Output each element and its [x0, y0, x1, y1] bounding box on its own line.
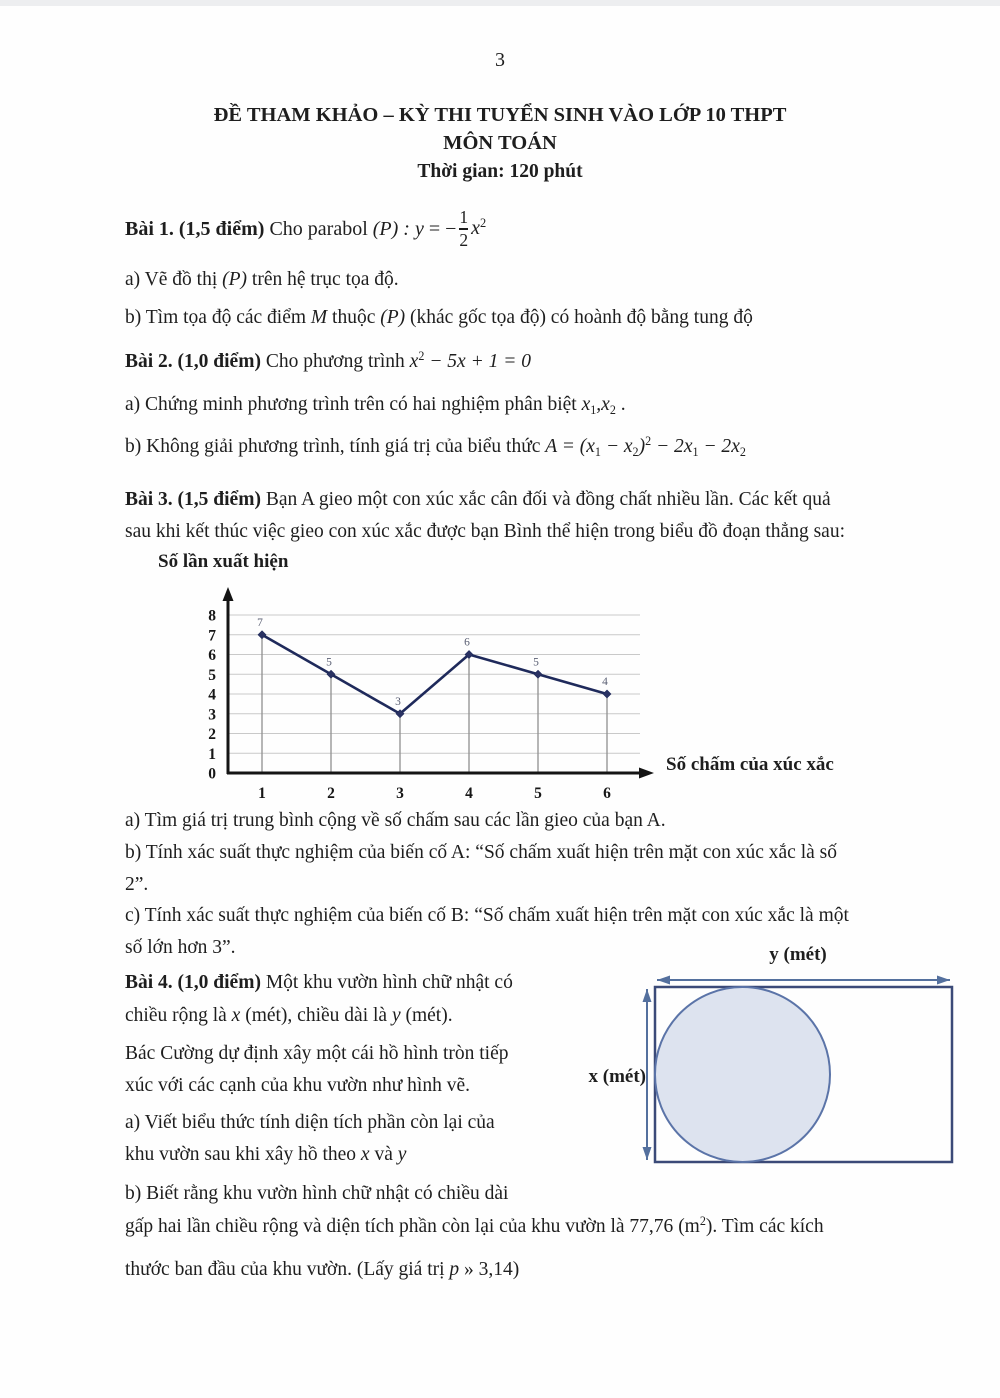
chart-droplines — [262, 635, 607, 773]
bai4-item-b-line2: gấp hai lần chiều rộng và diện tích phần còn lại của khu vườn là 77,76 $(m^2)$. Tìm các kích — [125, 1214, 824, 1237]
svg-text:5: 5 — [326, 656, 332, 669]
svg-text:4: 4 — [208, 686, 216, 704]
chart-axes — [223, 587, 655, 779]
bai3-item-c-line2: số lớn hơn 3”. — [125, 937, 236, 958]
svg-text:4: 4 — [602, 676, 608, 688]
width-arrow — [657, 976, 950, 985]
svg-text:5: 5 — [534, 785, 542, 802]
fraction-one-half — [459, 206, 469, 250]
bai4-heading-line2: chiều rộng là x (mét), chiều dài là y (mét). — [125, 1005, 453, 1026]
bai4-item-a-line2: khu vườn sau khi xây hồ theo x và y — [125, 1144, 407, 1165]
svg-text:6: 6 — [603, 785, 611, 802]
diagram-top-label: y (mét) — [769, 944, 827, 965]
svg-text:3: 3 — [208, 706, 216, 724]
exam-duration: Thời gian: 120 phút — [417, 161, 583, 182]
page-number: 3 — [495, 49, 505, 71]
exam-title: ĐỀ THAM KHẢO – KỲ THI TUYỂN SINH VÀO LỚP 10 THPT — [213, 104, 787, 126]
exam-subject: MÔN TOÁN — [443, 132, 557, 154]
bai4-heading-line1: Bài 4. (1,0 điểm) Một khu vườn hình chữ nhật có — [125, 972, 513, 993]
bai4-item-a-line1: a) Viết biểu thức tính diện tích phần còn lại của — [125, 1112, 495, 1133]
svg-text:1: 1 — [258, 785, 266, 802]
bai3-item-a: a) Tìm giá trị trung bình cộng về số chấm sau các lần gieo của bạn A. — [125, 810, 666, 831]
bai3-heading-line2: sau khi kết thúc việc gieo con xúc xắc được bạn Bình thể hiện trong biểu đồ đoạn thẳng sau: — [125, 521, 845, 542]
fraction-numerator: 1 — [459, 206, 469, 227]
svg-text:5: 5 — [208, 666, 216, 684]
page-edge — [0, 0, 1000, 6]
bai1-heading — [125, 203, 486, 255]
svg-text:0: 0 — [208, 765, 216, 783]
svg-text:5: 5 — [533, 656, 539, 669]
svg-text:3: 3 — [395, 695, 401, 708]
fraction-denominator: 2 — [459, 229, 469, 250]
svg-text:2: 2 — [327, 785, 335, 802]
bai4-item-b-line1: b) Biết rằng khu vườn hình chữ nhật có chiều dài — [125, 1183, 509, 1204]
svg-text:4: 4 — [465, 785, 473, 802]
chart-y-axis-title: Số lần xuất hiện — [158, 551, 289, 572]
svg-text:7: 7 — [208, 627, 216, 645]
svg-text:1: 1 — [208, 745, 216, 763]
bai3-item-b-line1: b) Tính xác suất thực nghiệm của biến cố A: “Số chấm xuất hiện trên mặt con xúc xắc là số — [125, 842, 837, 863]
pond-circle — [655, 987, 830, 1162]
bai1-heading-text: Bài 1. (1,5 điểm) Cho parabol (P) : y = − — [125, 218, 457, 240]
bai1-heading-formula-tail: $x^2$ — [471, 216, 487, 239]
bai3-item-b-line2: 2”. — [125, 874, 149, 895]
svg-text:8: 8 — [208, 607, 216, 625]
chart-x-axis-title: Số chấm của xúc xắc — [666, 754, 834, 775]
svg-text:7: 7 — [257, 616, 263, 629]
bai1-item-b: b) Tìm tọa độ các điểm M thuộc (P) (khác gốc tọa độ) có hoành độ bằng tung độ — [125, 307, 753, 328]
bai4-item-b-line3: thước ban đầu của khu vườn. (Lấy giá trị p » 3,14) — [125, 1259, 520, 1280]
bai2-item-a: a) Chứng minh phương trình trên có hai nghiệm phân biệt $x_1,x_2$ . — [125, 394, 626, 418]
bai2-heading: Bài 2. (1,0 điểm) Cho phương trình $x^2 - 5x + 1 = 0$ — [125, 349, 532, 372]
bai2-item-b: b) Không giải phương trình, tính giá trị của biểu thức $A = (x_1 - x_2)^2 - 2x_1 - 2x_2$ — [125, 434, 746, 460]
bai3-item-c-line1: c) Tính xác suất thực nghiệm của biến cố B: “Số chấm xuất hiện trên mặt con xúc xắc là một — [125, 905, 849, 926]
bai3-heading-line1: Bài 3. (1,5 điểm) Bạn A gieo một con xúc xắc cân đối và đồng chất nhiều lần. Các kết quả — [125, 489, 831, 510]
svg-text:6: 6 — [464, 636, 470, 649]
svg-text:2: 2 — [208, 726, 216, 743]
diagram-left-label: x (mét) — [588, 1066, 646, 1087]
svg-text:6: 6 — [208, 647, 216, 664]
bai1-item-a: a) Vẽ đồ thị (P) trên hệ trục tọa độ. — [125, 269, 399, 290]
svg-text:3: 3 — [396, 785, 404, 802]
bai3-line-chart — [193, 582, 663, 810]
bai4-para-line2: xúc với các cạnh của khu vườn như hình vẽ. — [125, 1075, 470, 1096]
bai4-para-line1: Bác Cường dự định xây một cái hồ hình tròn tiếp — [125, 1043, 509, 1064]
